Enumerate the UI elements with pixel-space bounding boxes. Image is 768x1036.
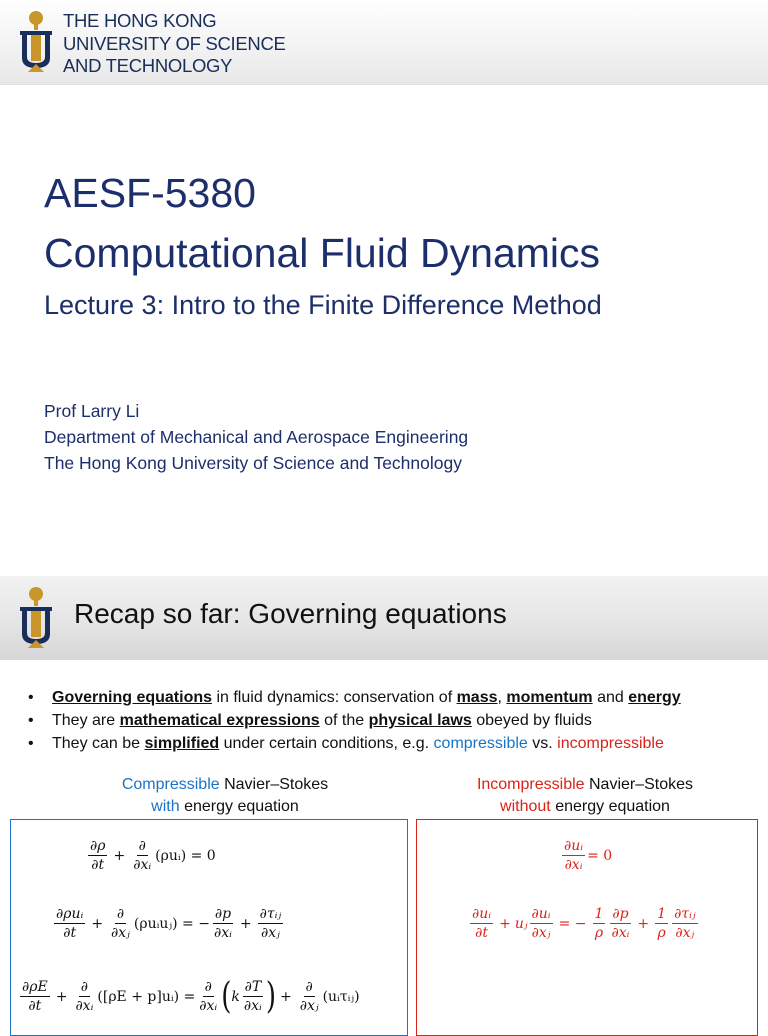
author-name: Prof Larry Li — [44, 401, 140, 421]
recap-slide — [0, 576, 768, 1024]
compressible-header: Compressible Navier–Stokes with energy equation — [121, 776, 329, 815]
author-block — [44, 398, 468, 476]
university-name: THE HONG KONG UNIVERSITY OF SCIENCE AND TECHNOLOGY — [63, 10, 286, 76]
momentum-equation: $\frac{\text{∂ρuᵢ}}{\partial t}$ + $\frac{\partial}{\text{∂xⱼ}}$ (ρuᵢuⱼ) = − $\frac{\partial p}{\text{∂xᵢ}}$ + $\frac{\text{∂τᵢⱼ}}{\text{∂xⱼ}}$ — [56, 906, 282, 941]
energy-equation: $\frac{\partial\rho E}{\partial t}$ + $\frac{\partial}{\text{∂xᵢ}}$ ([ρE + p]uᵢ) = $\frac{\partial}{\text{∂xᵢ}}$ ( k $\frac{\partial T}{\text{∂xᵢ}}$ ) + $\frac{\partial}{\text{∂xⱼ}}$ (uᵢτᵢⱼ) — [22, 975, 360, 1018]
course-code: AESF-5380 — [44, 170, 256, 216]
recap-slide-header — [0, 576, 768, 660]
recap-title: Recap so far: Governing equations — [74, 598, 507, 629]
department: Department of Mechanical and Aerospace Engineering — [44, 427, 469, 447]
hkust-logo-icon — [16, 586, 56, 650]
bullet-item: • They are mathematical expressions of the physical laws obeyed by fluids — [28, 712, 592, 729]
incompressible-continuity-equation: $\frac{\text{∂uᵢ}}{\text{∂xᵢ}}$ = 0 — [564, 838, 613, 873]
course-title: Computational Fluid Dynamics — [44, 230, 601, 276]
bullet-item: • They can be simplified under certain conditions, e.g. compressible vs. incompressible — [28, 735, 664, 752]
slide-gap — [0, 558, 768, 576]
institution: The Hong Kong University of Science and Technology — [44, 453, 462, 473]
bullet-list — [28, 686, 681, 755]
hkust-logo-icon — [16, 10, 56, 74]
lecture-title: Lecture 3: Intro to the Finite Difference Method — [44, 290, 602, 320]
bullet-item: • Governing equations in fluid dynamics: conservation of mass, momentum and energy — [28, 689, 681, 706]
incompressible-header: Incompressible Navier–Stokes without energy equation — [476, 776, 694, 815]
incompressible-momentum-equation: $\frac{\text{∂uᵢ}}{\partial t}$ + uⱼ $\frac{\text{∂uᵢ}}{\text{∂xⱼ}}$ = − $\frac{1}{\rho}$ $\frac{\partial p}{\text{∂xᵢ}}$ + $\frac{1}{\rho}$ $\frac{\text{∂τᵢⱼ}}{\text{∂xⱼ}}$ — [472, 906, 696, 941]
title-slide-header — [0, 0, 768, 85]
continuity-equation: $\frac{\partial\rho}{\partial t}$ + $\frac{\partial}{\text{∂xᵢ}}$ (ρuᵢ) = 0 — [90, 838, 216, 873]
